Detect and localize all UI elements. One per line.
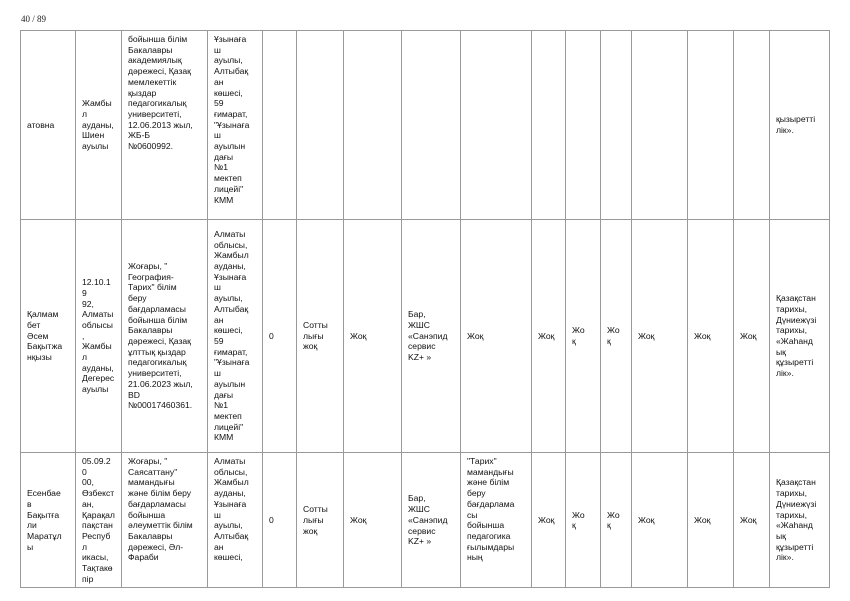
experience-cell: 0 bbox=[263, 220, 297, 453]
criminal-record-cell: Сотты лығы жоқ bbox=[297, 453, 344, 588]
birth-info-cell: Жамбы л ауданы, Шиен ауылы bbox=[76, 31, 122, 220]
table-cell: Жоқ bbox=[734, 220, 770, 453]
table-cell: Жоқ bbox=[632, 220, 688, 453]
education-cell: Жоғары, " Саясаттану" мамандығы және білім беру бағдарламасы бойынша әлеуметтік білім Бакалавры дәрежесі, Әл- Фараби bbox=[122, 453, 208, 588]
table-cell: Жоқ bbox=[344, 220, 402, 453]
table-cell bbox=[632, 31, 688, 220]
table-cell bbox=[688, 31, 734, 220]
table-cell: Жо қ bbox=[601, 220, 632, 453]
candidates-table bbox=[20, 30, 830, 588]
subjects-cell: Қазақстан тарихы, Дүниежүзі тарихы, «Жаһанд ық құзыретті лік». bbox=[770, 453, 830, 588]
table-cell bbox=[532, 31, 566, 220]
table-row bbox=[21, 31, 830, 220]
table-cell bbox=[344, 31, 402, 220]
table-cell: Жоқ bbox=[461, 220, 532, 453]
criminal-record-cell: Сотты лығы жоқ bbox=[297, 220, 344, 453]
table-cell: Жоқ bbox=[532, 220, 566, 453]
table-cell: Жоқ bbox=[688, 220, 734, 453]
table-cell bbox=[734, 31, 770, 220]
education-cell: Жоғары, " География- Тарих" білім беру бағдарламасы бойынша білім Бакалавры дәрежесі, Қазақ ұлттық қыздар педагогикалық университеті, 21.06.2023 жыл, BD №00017460361. bbox=[122, 220, 208, 453]
address-cell: Алматы облысы, Жамбыл ауданы, Ұзынаға ш ауылы, Алтыбақ ан көшесі, bbox=[208, 453, 263, 588]
criminal-record-cell bbox=[297, 31, 344, 220]
medical-cell bbox=[402, 31, 461, 220]
table-cell: "Тарих" мамандығы және білім беру бағдарлама сы бойынша педагогика ғылымдары ның bbox=[461, 453, 532, 588]
medical-cell: Бар, ЖШС «Санэпид сервис KZ+ » bbox=[402, 453, 461, 588]
table-cell bbox=[601, 31, 632, 220]
name-cell: атовна bbox=[21, 31, 76, 220]
address-cell: Ұзынаға ш ауылы, Алтыбақ ан көшесі, 59 ғимарат, "Ұзынаға ш ауылын дағы №1 мектеп лицейі" КММ bbox=[208, 31, 263, 220]
table-cell: Жо қ bbox=[566, 453, 601, 588]
page-number: 40 / 89 bbox=[21, 14, 47, 24]
birth-info-cell: 12.10.19 92, Алматы облысы, Жамбыл ауданы, Дегерес ауылы bbox=[76, 220, 122, 453]
subjects-cell: Қазақстан тарихы, Дүниежүзі тарихы, «Жаһанд ық құзыретті лік». bbox=[770, 220, 830, 453]
education-cell: бойынша білім Бакалавры академиялық дәрежесі, Қазақ мемлекеттік қыздар педагогикалық университеті, 12.06.2013 жыл, ЖБ-Б №0600992. bbox=[122, 31, 208, 220]
subjects-cell: қызыретті лік». bbox=[770, 31, 830, 220]
name-cell: Қалмам бет Әсем Бақытжа нқызы bbox=[21, 220, 76, 453]
table-cell bbox=[461, 31, 532, 220]
table-cell bbox=[566, 31, 601, 220]
address-cell: Алматы облысы, Жамбыл ауданы, Ұзынаға ш ауылы, Алтыбақ ан көшесі, 59 ғимарат, "Ұзынаға ш ауылын дағы №1 мектеп лицейі" КММ bbox=[208, 220, 263, 453]
medical-cell: Бар, ЖШС «Санэпид сервис KZ+ » bbox=[402, 220, 461, 453]
experience-cell: 0 bbox=[263, 453, 297, 588]
table-cell: Жоқ bbox=[688, 453, 734, 588]
table-cell: Жоқ bbox=[344, 453, 402, 588]
table-row bbox=[21, 220, 830, 453]
name-cell: Есенбае в Бақытға ли Маратұл ы bbox=[21, 453, 76, 588]
table-row bbox=[21, 453, 830, 588]
table-cell: Жоқ bbox=[532, 453, 566, 588]
birth-info-cell: 05.09.20 00, Өзбекст ан, Қарақал пақстан Республ икасы, Тақтакө пір bbox=[76, 453, 122, 588]
table-cell: Жоқ bbox=[632, 453, 688, 588]
table-cell: Жо қ bbox=[601, 453, 632, 588]
table-cell: Жоқ bbox=[734, 453, 770, 588]
table-cell: Жо қ bbox=[566, 220, 601, 453]
experience-cell bbox=[263, 31, 297, 220]
